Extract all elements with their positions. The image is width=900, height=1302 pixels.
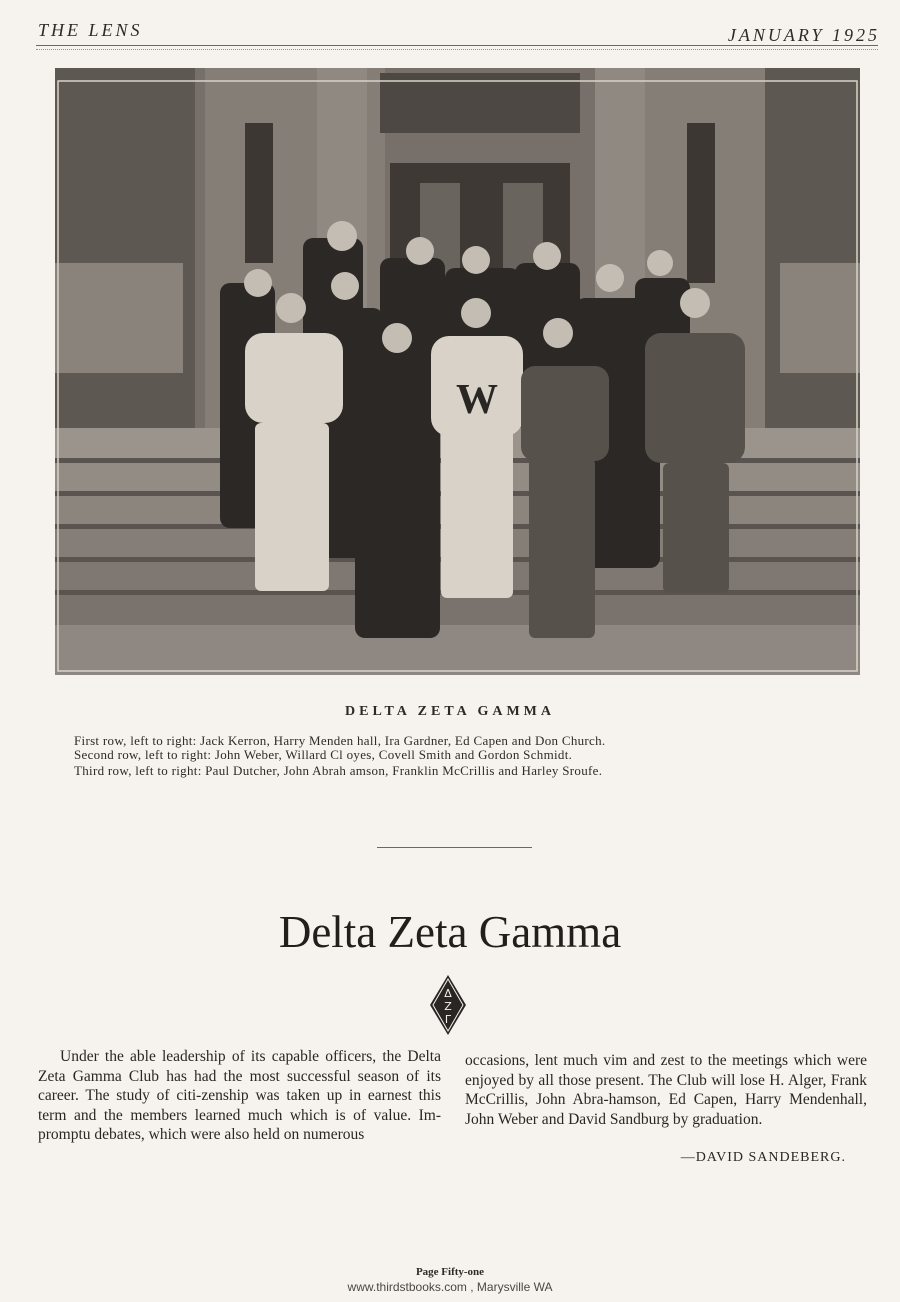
caption-row-first: First row, left to right: Jack Kerron, Harry Menden hall, Ira Gardner, Ed Capen and Don Church. xyxy=(74,733,606,748)
header-rule xyxy=(36,45,878,46)
section-divider xyxy=(377,847,532,848)
fraternity-emblem-icon xyxy=(428,973,468,1042)
site-watermark: www.thirdstbooks.com , Marysville WA xyxy=(347,1280,553,1294)
page-header-left: THE LENS xyxy=(38,20,143,40)
emblem-letter-zeta: Z xyxy=(444,1000,452,1013)
caption-title: DELTA ZETA GAMMA xyxy=(345,704,555,719)
article-column-right: occasions, lent much vim and zest to the meetings which were enjoyed by all those present. The Club will lose H. Alger, Frank McCrillis, John Abra-hamson, Ed Capen, Harry Mendenhall, John Weber and David Sandburg by graduation. xyxy=(465,1052,867,1128)
caption-row-third: Third row, left to right: Paul Dutcher, John Abrah amson, Franklin McCrillis and Harley Sroufe. xyxy=(74,763,603,778)
emblem-letter-gamma: Γ xyxy=(444,1013,452,1026)
header-rule-dotted xyxy=(36,49,878,50)
article-signature: —DAVID SANDEBERG. xyxy=(680,1150,846,1165)
caption-row-second: Second row, left to right: John Weber, Willard Cl oyes, Covell Smith and Gordon Schmidt. xyxy=(74,747,573,762)
sweater-letter: W xyxy=(456,377,498,423)
emblem-letter-delta: Δ xyxy=(444,987,452,1000)
group-photo xyxy=(55,68,860,675)
page-number: Page Fifty-one xyxy=(415,1266,485,1278)
article-column-left: Under the able leadership of its capable officers, the Delta Zeta Gamma Club has had the most successful season of its career. The study of citi-zenship was taken up in earnest this term and the members learned much which is of value. Im-promptu debates, which were also held on numerous xyxy=(38,1048,441,1143)
article-title: Delta Zeta Gamma xyxy=(278,907,622,957)
page-header-right: JANUARY 1925 xyxy=(727,25,880,45)
